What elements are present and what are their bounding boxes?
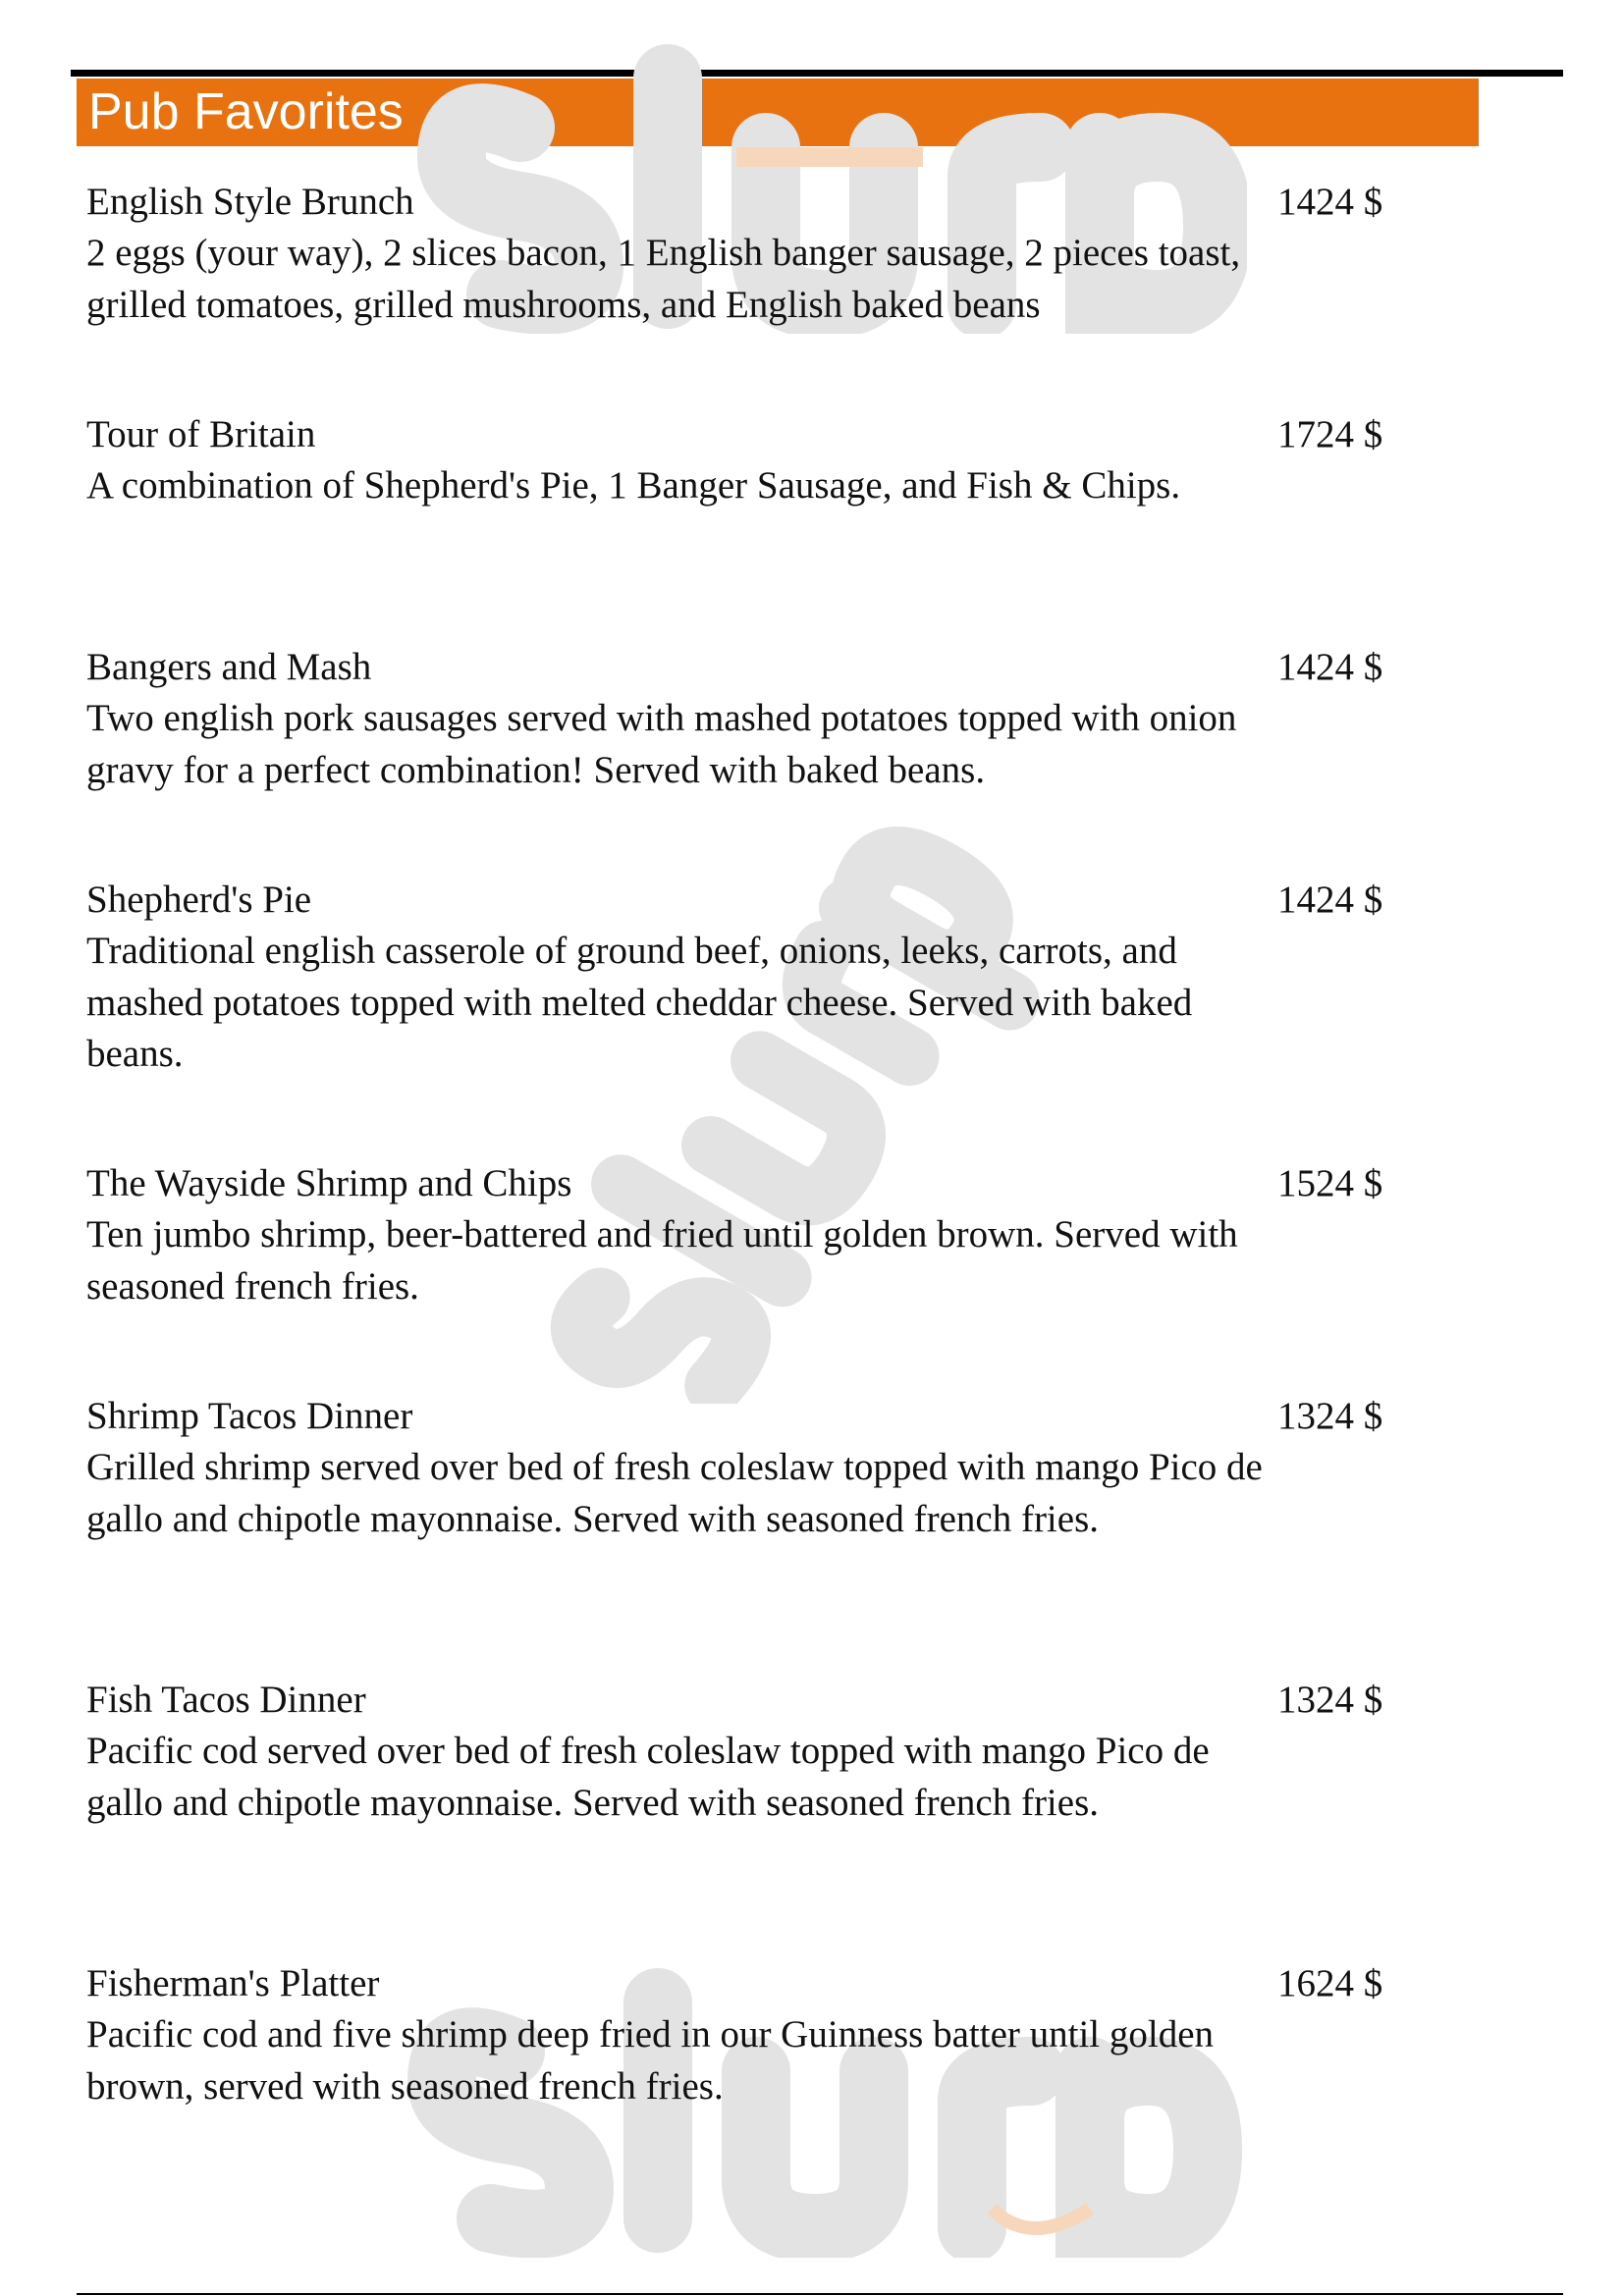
item-description: A combination of Shepherd's Pie, 1 Banger Sausage, and Fish & Chips. — [86, 464, 1181, 507]
item-price: 1324 $ — [1277, 1679, 1383, 1721]
item-description: 2 eggs (your way), 2 slices bacon, 1 English banger sausage, 2 pieces toast, grilled tomatoes, grilled mushrooms, and English baked beans — [86, 232, 1241, 326]
bottom-rule — [77, 2293, 1563, 2295]
item-description: Pacific cod and five shrimp deep fried in our Guinness batter until golden brown, served with seasoned french fries. — [86, 2013, 1215, 2108]
item-description: Grilled shrimp served over bed of fresh coleslaw topped with mango Pico de gallo and chipotle mayonnaise. Served with seasoned french fries. — [86, 1446, 1263, 1540]
top-rule — [71, 70, 1563, 77]
item-price: 1524 $ — [1277, 1162, 1383, 1204]
item-price: 1424 $ — [1277, 879, 1383, 921]
item-description: Two english pork sausages served with mashed potatoes topped with onion gravy for a perfect combination! Served with baked beans. — [86, 697, 1237, 791]
item-name: Bangers and Mash — [86, 646, 372, 688]
item-name: Fish Tacos Dinner — [86, 1679, 366, 1721]
item-name: Shepherd's Pie — [86, 879, 312, 921]
item-name: Shrimp Tacos Dinner — [86, 1395, 413, 1437]
item-price: 1424 $ — [1277, 181, 1383, 223]
item-price: 1324 $ — [1277, 1395, 1383, 1437]
item-price: 1724 $ — [1277, 413, 1383, 455]
item-description: Traditional english casserole of ground beef, onions, leeks, carrots, and mashed potatoes topped with melted cheddar cheese. Served with baked beans. — [86, 930, 1193, 1075]
item-price: 1624 $ — [1277, 1962, 1383, 2004]
item-name: English Style Brunch — [86, 181, 414, 223]
section-header — [77, 79, 1479, 146]
watermark-logo-icon — [461, 815, 1070, 1404]
item-description: Pacific cod served over bed of fresh coleslaw topped with mango Pico de gallo and chipotle mayonnaise. Served with seasoned french fries. — [86, 1730, 1210, 1824]
item-name: Tour of Britain — [86, 413, 316, 455]
section-title: Pub Favorites — [88, 83, 404, 140]
item-name: The Wayside Shrimp and Chips — [86, 1162, 572, 1204]
item-price: 1424 $ — [1277, 646, 1383, 688]
item-name: Fisherman's Platter — [86, 1962, 380, 2004]
item-description: Ten jumbo shrimp, beer-battered and fried until golden brown. Served with seasoned french fries. — [86, 1213, 1238, 1308]
